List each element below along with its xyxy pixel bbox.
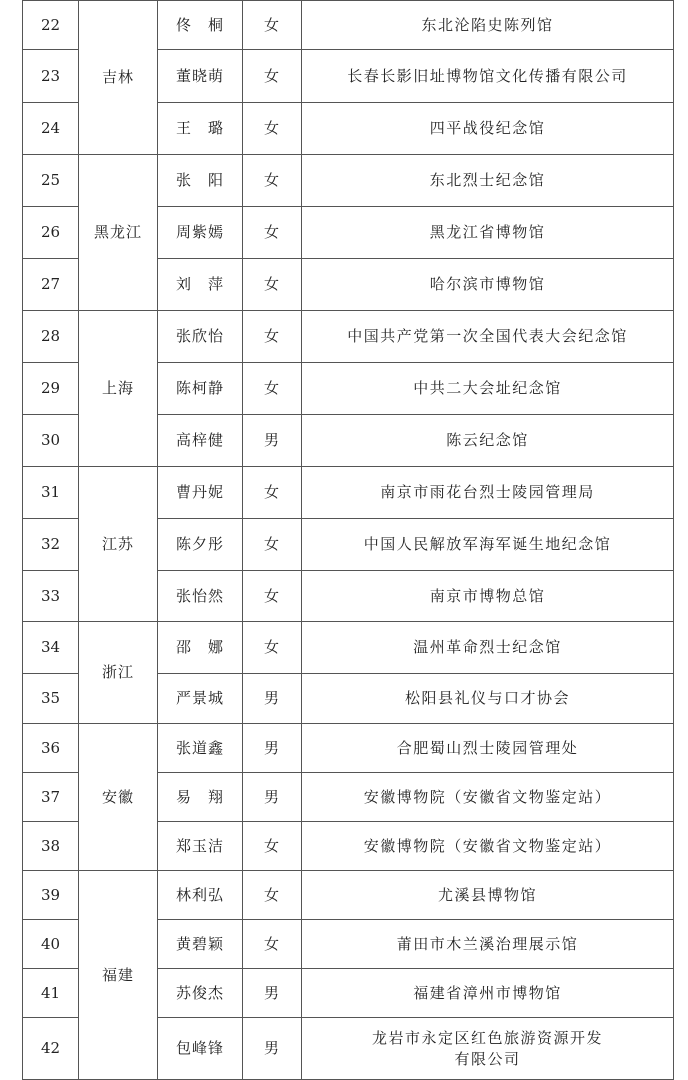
table-row [23, 724, 674, 773]
name-cell: 周紫嫣 [158, 207, 243, 259]
row-number-cell: 30 [23, 415, 79, 467]
unit-cell: 温州革命烈士纪念馆 [302, 622, 674, 674]
row-number-cell: 27 [23, 259, 79, 311]
row-number-cell: 33 [23, 571, 79, 622]
table-row [23, 311, 674, 363]
row-number-cell: 28 [23, 311, 79, 363]
table-row [23, 622, 674, 674]
row-number-cell: 23 [23, 50, 79, 103]
name-cell: 佟 桐 [158, 1, 243, 50]
province-cell: 浙江 [79, 622, 158, 724]
unit-cell: 四平战役纪念馆 [302, 103, 674, 155]
gender-cell: 男 [243, 773, 302, 822]
gender-cell: 女 [243, 1, 302, 50]
row-number-cell: 42 [23, 1018, 79, 1080]
gender-cell: 男 [243, 415, 302, 467]
unit-cell: 尤溪县博物馆 [302, 871, 674, 920]
gender-cell: 女 [243, 571, 302, 622]
unit-cell: 南京市博物总馆 [302, 571, 674, 622]
award-list-table [22, 0, 674, 1080]
row-number-cell: 26 [23, 207, 79, 259]
name-cell: 董晓萌 [158, 50, 243, 103]
name-cell: 张道鑫 [158, 724, 243, 773]
unit-cell: 松阳县礼仪与口才协会 [302, 674, 674, 724]
gender-cell: 女 [243, 207, 302, 259]
gender-cell: 男 [243, 724, 302, 773]
unit-cell: 东北烈士纪念馆 [302, 155, 674, 207]
name-cell: 张欣怡 [158, 311, 243, 363]
gender-cell: 男 [243, 674, 302, 724]
unit-cell: 莆田市木兰溪治理展示馆 [302, 920, 674, 969]
row-number-cell: 41 [23, 969, 79, 1018]
province-cell: 安徽 [79, 724, 158, 871]
province-cell: 江苏 [79, 467, 158, 622]
unit-cell: 合肥蜀山烈士陵园管理处 [302, 724, 674, 773]
gender-cell: 女 [243, 622, 302, 674]
name-cell: 曹丹妮 [158, 467, 243, 519]
unit-cell: 黑龙江省博物馆 [302, 207, 674, 259]
unit-cell: 安徽博物院（安徽省文物鉴定站） [302, 773, 674, 822]
row-number-cell: 34 [23, 622, 79, 674]
table-row [23, 1, 674, 50]
name-cell: 严景城 [158, 674, 243, 724]
name-cell: 包峰锋 [158, 1018, 243, 1080]
name-cell: 张 阳 [158, 155, 243, 207]
unit-cell: 东北沦陷史陈列馆 [302, 1, 674, 50]
unit-cell: 南京市雨花台烈士陵园管理局 [302, 467, 674, 519]
row-number-cell: 32 [23, 519, 79, 571]
gender-cell: 女 [243, 920, 302, 969]
gender-cell: 女 [243, 467, 302, 519]
row-number-cell: 37 [23, 773, 79, 822]
unit-cell: 中国共产党第一次全国代表大会纪念馆 [302, 311, 674, 363]
unit-cell: 陈云纪念馆 [302, 415, 674, 467]
row-number-cell: 29 [23, 363, 79, 415]
unit-cell: 福建省漳州市博物馆 [302, 969, 674, 1018]
unit-cell: 中共二大会址纪念馆 [302, 363, 674, 415]
gender-cell: 女 [243, 519, 302, 571]
unit-cell: 龙岩市永定区红色旅游资源开发 有限公司 [302, 1018, 674, 1080]
name-cell: 刘 萍 [158, 259, 243, 311]
row-number-cell: 38 [23, 822, 79, 871]
row-number-cell: 24 [23, 103, 79, 155]
name-cell: 黄碧颖 [158, 920, 243, 969]
name-cell: 易 翔 [158, 773, 243, 822]
table-body [23, 1, 674, 1080]
unit-cell: 中国人民解放军海军诞生地纪念馆 [302, 519, 674, 571]
unit-cell: 安徽博物院（安徽省文物鉴定站） [302, 822, 674, 871]
name-cell: 王 璐 [158, 103, 243, 155]
unit-cell: 长春长影旧址博物馆文化传播有限公司 [302, 50, 674, 103]
province-cell: 吉林 [79, 1, 158, 155]
name-cell: 高梓健 [158, 415, 243, 467]
table-row [23, 467, 674, 519]
gender-cell: 女 [243, 259, 302, 311]
row-number-cell: 40 [23, 920, 79, 969]
gender-cell: 女 [243, 311, 302, 363]
name-cell: 陈夕彤 [158, 519, 243, 571]
gender-cell: 男 [243, 969, 302, 1018]
gender-cell: 女 [243, 155, 302, 207]
row-number-cell: 36 [23, 724, 79, 773]
name-cell: 张怡然 [158, 571, 243, 622]
province-cell: 上海 [79, 311, 158, 467]
row-number-cell: 35 [23, 674, 79, 724]
gender-cell: 男 [243, 1018, 302, 1080]
table-row [23, 871, 674, 920]
gender-cell: 女 [243, 103, 302, 155]
gender-cell: 女 [243, 363, 302, 415]
name-cell: 陈柯静 [158, 363, 243, 415]
gender-cell: 女 [243, 871, 302, 920]
gender-cell: 女 [243, 50, 302, 103]
name-cell: 邵 娜 [158, 622, 243, 674]
row-number-cell: 39 [23, 871, 79, 920]
gender-cell: 女 [243, 822, 302, 871]
name-cell: 林利弘 [158, 871, 243, 920]
row-number-cell: 31 [23, 467, 79, 519]
row-number-cell: 25 [23, 155, 79, 207]
province-cell: 福建 [79, 871, 158, 1080]
name-cell: 郑玉洁 [158, 822, 243, 871]
table-row [23, 155, 674, 207]
row-number-cell: 22 [23, 1, 79, 50]
province-cell: 黑龙江 [79, 155, 158, 311]
unit-cell: 哈尔滨市博物馆 [302, 259, 674, 311]
name-cell: 苏俊杰 [158, 969, 243, 1018]
